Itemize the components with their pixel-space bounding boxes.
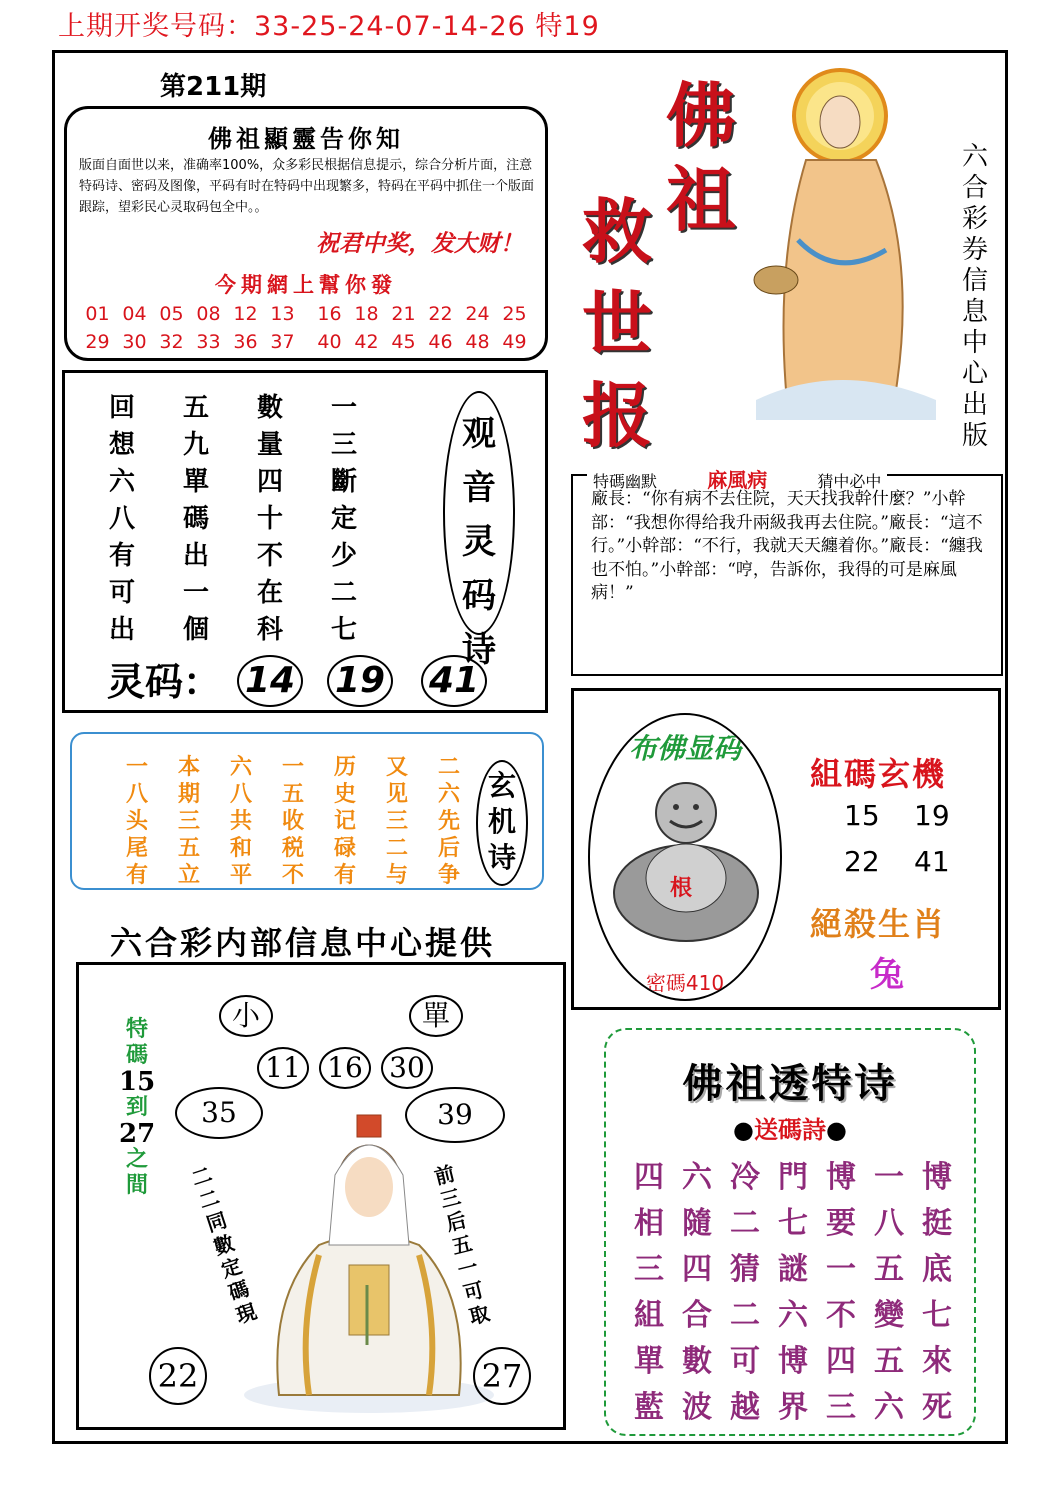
joke-title: 麻風病 [707,468,768,492]
fz-char: 謎 [778,1252,808,1287]
xuanji-char: 共 [230,809,253,834]
numbers-row-2 [79,331,539,353]
vchar: 二 [195,1184,223,1214]
fz-char: 六 [682,1160,712,1195]
bottom-right-number: 27 [473,1347,531,1405]
poem-char: 九 [183,430,210,460]
xuanji-char: 一 [282,755,305,780]
xuanji-char: 见 [386,782,409,807]
vertical-char: 息 [961,297,988,327]
fz-char: 隨 [682,1206,712,1241]
poem-char: 不 [257,541,284,571]
notice-wish: 祝君中奖，发大财！ [316,231,523,257]
fz-char: 五 [874,1344,904,1379]
xuanji-char: 二 [438,755,461,780]
vchar: 同 [203,1207,230,1237]
fozu-poem-sub [606,1110,974,1145]
xuanji-char: 三 [386,809,409,834]
vertical-char: 灵 [462,522,496,562]
vertical-char: 报 [582,374,652,457]
xuanji-char: 六 [230,755,253,780]
fz-char: 一 [874,1160,904,1195]
number: 37 [270,331,295,353]
vchar: 后 [443,1207,469,1236]
vertical-char: 祖 [666,158,736,241]
xuanji-char: 二 [386,836,409,861]
fz-char: 四 [826,1344,856,1379]
poem-grid [109,387,405,646]
xuanji-char: 五 [178,836,201,861]
vchar: 定 [218,1253,245,1283]
top-number: 16 [319,1047,371,1089]
fz-char: 四 [634,1160,664,1195]
xuanji-grid [126,750,490,888]
buddha-arc-title: 布佛显码 [628,732,741,765]
tema-label: 特碼 [125,1017,148,1068]
fz-char: 門 [778,1160,808,1195]
xuanji-char: 六 [438,782,461,807]
vertical-char: 合 [961,173,988,203]
issue-number: 第211期 [160,72,267,102]
notice-title: 佛祖顯靈告你知 [208,124,404,153]
fz-char: 冷 [730,1160,760,1195]
xuanji-char: 三 [178,809,201,834]
number: 18 [354,303,379,325]
xuanji-char: 记 [334,809,357,834]
number: 29 [85,331,110,353]
combo-number: 15 [844,799,880,832]
fz-char: 博 [922,1160,952,1195]
fz-char: 博 [778,1344,808,1379]
vertical-char: 版 [961,421,988,451]
fz-char: 二 [730,1298,760,1333]
number: 01 [85,303,110,325]
poem-char: 想 [109,430,136,460]
masthead-line1 [666,74,736,242]
xuanji-char: 头 [126,809,149,834]
xuanji-char: 先 [438,809,461,834]
last-draw-numbers: 上期开奖号码：33-25-24-07-14-26 特19 [58,11,600,42]
fozu-poem-box [604,1028,976,1436]
xuanji-char: 历 [334,755,357,780]
poem-char: 一 [331,393,358,423]
vertical-char: 彩 [961,204,988,234]
fz-char: 五 [874,1252,904,1287]
xuanji-char: 不 [282,863,305,888]
buddha-chest-char: 根 [670,876,693,901]
poem-char: 出 [109,615,136,645]
number: 05 [159,303,184,325]
masthead-line2 [582,186,652,462]
combo-number: 22 [844,845,880,878]
vchar: 碼 [225,1276,253,1306]
guanyin-box [76,962,566,1430]
notice-box [64,106,548,361]
lingma-number: 14 [237,655,303,707]
poem-box [62,370,548,713]
vertical-char: 观 [462,414,496,454]
joke-body: 廠長：“你有病不去住院，天天找我幹什麼？”小幹部：“我想你得给我升兩級我再去住院。”廠長：“這不行。”小幹部：“不行，我就天天纏着你。”廠長：“纏我也不怕。”小幹部：“哼，告訴你，我得的可是麻風病！” [591,489,983,603]
fz-char: 死 [922,1390,952,1425]
number: 46 [428,331,453,353]
poem-char: 四 [257,467,284,497]
tema-between: 之間 [125,1147,148,1198]
joke-head-left: 特碼幽默 [593,472,658,491]
number: 36 [233,331,258,353]
joke-box [571,468,1003,676]
vchar: 二 [188,1162,215,1192]
fz-char: 不 [826,1298,856,1333]
xuanji-char: 一 [126,755,149,780]
vertical-char: 机 [487,805,516,838]
number: 04 [122,303,147,325]
number: 24 [465,303,490,325]
xuanji-title-text [478,768,526,876]
number: 45 [391,331,416,353]
poem-char: 一 [183,578,210,608]
xuanji-char: 争 [438,863,461,888]
vertical-char: 码 [462,576,496,616]
fz-char: 博 [826,1160,856,1195]
fz-char: 合 [682,1298,712,1333]
xuanji-char: 后 [438,836,461,861]
number: 40 [317,331,342,353]
buddha-oval [588,713,782,1001]
publisher [958,142,992,452]
tema-to-label: 到 [125,1095,148,1120]
left-oval-number: 35 [175,1087,263,1139]
vertical-char: 信 [961,266,988,296]
number: 33 [196,331,221,353]
right-oval-number: 39 [405,1087,505,1143]
poem-char: 數 [257,393,284,423]
number: 25 [502,303,527,325]
fz-char: 藍 [634,1390,664,1425]
poem-char: 科 [257,615,284,645]
kill-zodiac: 兔 [870,955,904,995]
poem-char: 八 [109,504,136,534]
xuanji-char: 税 [282,836,305,861]
fz-char: 單 [634,1344,664,1379]
vertical-char: 中 [961,328,988,358]
poem-char: 五 [183,393,210,423]
combo-number: 19 [914,799,950,832]
vertical-char: 诗 [487,841,516,874]
fz-char: 數 [682,1344,712,1379]
bullet-icon: ● [733,1116,754,1144]
number: 22 [428,303,453,325]
vchar: 數 [210,1230,238,1260]
xuanji-box [70,732,544,890]
vertical-char: 心 [961,359,988,389]
fz-char: 猜 [730,1252,760,1287]
fz-char: 界 [778,1390,808,1425]
number: 08 [196,303,221,325]
fz-char: 相 [634,1206,664,1241]
fz-char: 六 [778,1298,808,1333]
fz-char: 八 [874,1206,904,1241]
vchar: 一 [455,1254,481,1283]
number: 12 [233,303,258,325]
notice-intro: 版面自面世以来，准确率100%，众多彩民根据信息提示，综合分析片面，注意特码诗、密码及图像，平码有时在特码中出现繁多，特码在平码中抓住一个版面跟踪，望彩民心灵取码包全中。。 [79,158,535,215]
vertical-char: 世 [582,282,652,365]
tema-range [119,1017,155,1199]
xuanji-char: 又 [386,755,409,780]
top-number: 30 [381,1047,433,1089]
lingma-label: 灵码： [107,660,222,704]
fz-char: 要 [826,1206,856,1241]
vchar: 現 [233,1298,260,1328]
single-label: 單 [409,995,463,1037]
poem-char: 在 [257,578,284,608]
guanyin-poem-title [443,391,515,670]
xuanji-char: 八 [126,782,149,807]
lingma-number: 19 [327,655,393,707]
fz-char: 波 [682,1390,712,1425]
poem-char: 十 [257,504,284,534]
fozu-poem-grid [634,1152,970,1428]
number: 30 [122,331,147,353]
fz-char: 底 [922,1252,952,1287]
fz-char: 二 [730,1206,760,1241]
fz-char: 一 [826,1252,856,1287]
fz-char: 三 [826,1390,856,1425]
small-label: 小 [219,995,273,1037]
tema-to: 27 [119,1119,156,1149]
fz-char: 七 [922,1298,952,1333]
fz-char: 組 [634,1298,664,1333]
xuanji-char: 五 [282,782,305,807]
fz-char: 來 [922,1344,952,1379]
numbers-row-1 [79,303,539,325]
vchar: 前 [431,1161,458,1190]
bullet-icon: ● [826,1116,847,1144]
vertical-char: 六 [961,142,988,172]
xuanji-char: 本 [178,755,201,780]
fz-char: 挺 [922,1206,952,1241]
poem-char: 出 [183,541,210,571]
poem-char: 有 [109,541,136,571]
xuanji-char: 有 [334,863,357,888]
vertical-char: 诗 [462,630,496,670]
top-number: 11 [257,1047,309,1089]
xuanji-char: 尾 [126,836,149,861]
poem-char: 個 [183,615,210,645]
poem-char: 二 [331,578,358,608]
fz-char: 可 [730,1344,760,1379]
poem-char: 三 [331,430,358,460]
xuanji-title [476,760,528,886]
secret-code: 密碼410 [645,971,725,995]
poem-char: 定 [331,504,358,534]
fz-char: 四 [682,1252,712,1287]
vertical-char: 券 [961,235,988,265]
bottom-left-number: 22 [149,1347,207,1405]
fz-char: 六 [874,1390,904,1425]
vchar: 三 [437,1184,463,1213]
combo-number: 41 [914,845,950,878]
vchar: 可 [461,1277,487,1306]
xuanji-char: 收 [282,809,305,834]
poem-char: 斷 [331,467,358,497]
xuanji-char: 与 [386,863,409,888]
poem-char: 七 [331,615,358,645]
vchar: 五 [449,1230,475,1260]
xuanji-char: 立 [178,863,201,888]
xuanji-char: 平 [230,863,253,888]
sub-text: 送碼詩 [754,1116,826,1144]
number: 42 [354,331,379,353]
publisher-text [958,142,992,452]
provider-line: 六合彩内部信息中心提供 [110,924,496,962]
buddha-box [571,688,1001,1010]
vertical-char: 出 [961,390,988,420]
help-title: 今期網上幫你發 [215,273,397,297]
guanyin-figure [736,60,950,430]
tema-from: 15 [119,1067,156,1097]
vertical-char: 音 [462,468,496,508]
vertical-char: 救 [582,190,652,273]
xuanji-char: 八 [230,782,253,807]
guanyin-poem-title-text [445,407,513,677]
poem-char: 少 [331,541,358,571]
poem-char: 單 [183,467,210,497]
joke-head-right: 猜中必中 [817,472,882,491]
number: 48 [465,331,490,353]
fz-char: 越 [730,1390,760,1425]
vchar: 取 [466,1300,493,1329]
number: 16 [317,303,342,325]
xuanji-char: 和 [230,836,253,861]
lingma-number: 41 [421,655,487,707]
vertical-char: 佛 [666,74,736,157]
number: 49 [502,331,527,353]
xuanji-char: 有 [126,863,149,888]
poem-char: 回 [109,393,136,423]
poem-char: 六 [109,467,136,497]
poem-char: 碼 [183,504,210,534]
fz-char: 變 [874,1298,904,1333]
poem-char: 可 [109,578,136,608]
xuanji-char: 期 [178,782,201,807]
combo-title: 組碼玄機 [810,755,947,793]
kill-title: 絕殺生肖 [810,905,947,943]
fozu-poem-title: 佛祖透特诗 [682,1060,898,1107]
xuanji-char: 碌 [334,836,357,861]
number: 13 [270,303,295,325]
buddha-illustration [608,773,764,943]
vertical-char: 玄 [487,769,516,802]
number: 32 [159,331,184,353]
fz-char: 三 [634,1252,664,1287]
poem-char: 量 [257,430,284,460]
xuanji-char: 史 [334,782,357,807]
fz-char: 七 [778,1206,808,1241]
number: 21 [391,303,416,325]
